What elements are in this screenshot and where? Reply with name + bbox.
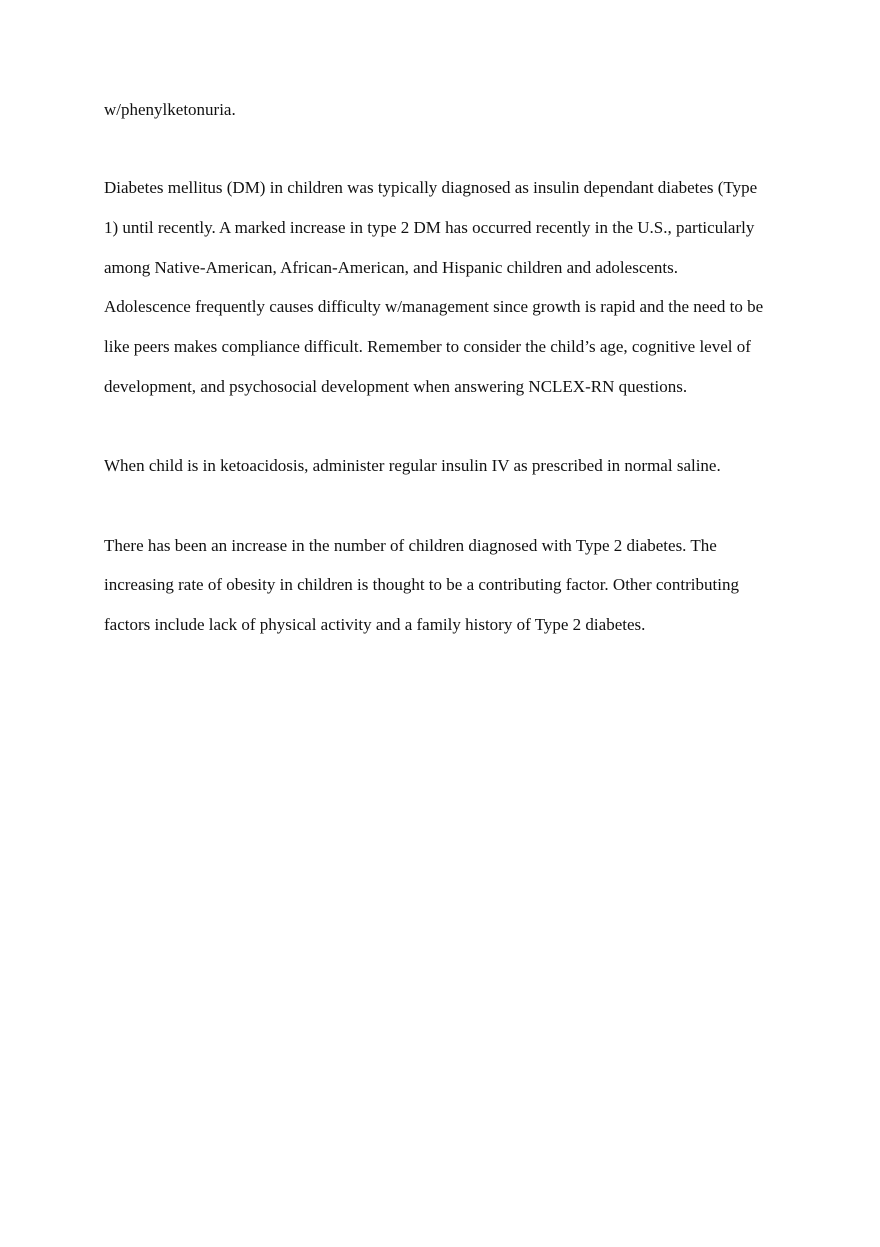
type2-paragraph-line-3: factors include lack of physical activity and a family history of Type 2 diabetes. bbox=[104, 615, 646, 634]
diabetes-paragraph-line-1: Diabetes mellitus (DM) in children was typically diagnosed as insulin dependant diabetes (Type bbox=[104, 178, 758, 197]
type2-paragraph-line-1: There has been an increase in the number of children diagnosed with Type 2 diabetes. The bbox=[104, 536, 717, 555]
diabetes-paragraph-line-4: Adolescence frequently causes difficulty w/management since growth is rapid and the need to be bbox=[104, 297, 764, 316]
diabetes-paragraph-line-6: development, and psychosocial development when answering NCLEX-RN questions. bbox=[104, 377, 688, 396]
diabetes-paragraph-line-5: like peers makes compliance difficult. Remember to consider the child’s age, cognitive level of bbox=[104, 337, 751, 356]
diabetes-paragraph-line-2: 1) until recently. A marked increase in type 2 DM has occurred recently in the U.S., particularly bbox=[104, 218, 755, 237]
paragraph-continuation-line: w/phenylketonuria. bbox=[104, 100, 236, 119]
ketoacidosis-paragraph-line: When child is in ketoacidosis, administer regular insulin IV as prescribed in normal saline. bbox=[104, 456, 721, 475]
diabetes-paragraph-line-3: among Native-American, African-American, and Hispanic children and adolescents. bbox=[104, 258, 678, 277]
type2-paragraph-line-2: increasing rate of obesity in children is thought to be a contributing factor. Other contributing bbox=[104, 575, 739, 594]
